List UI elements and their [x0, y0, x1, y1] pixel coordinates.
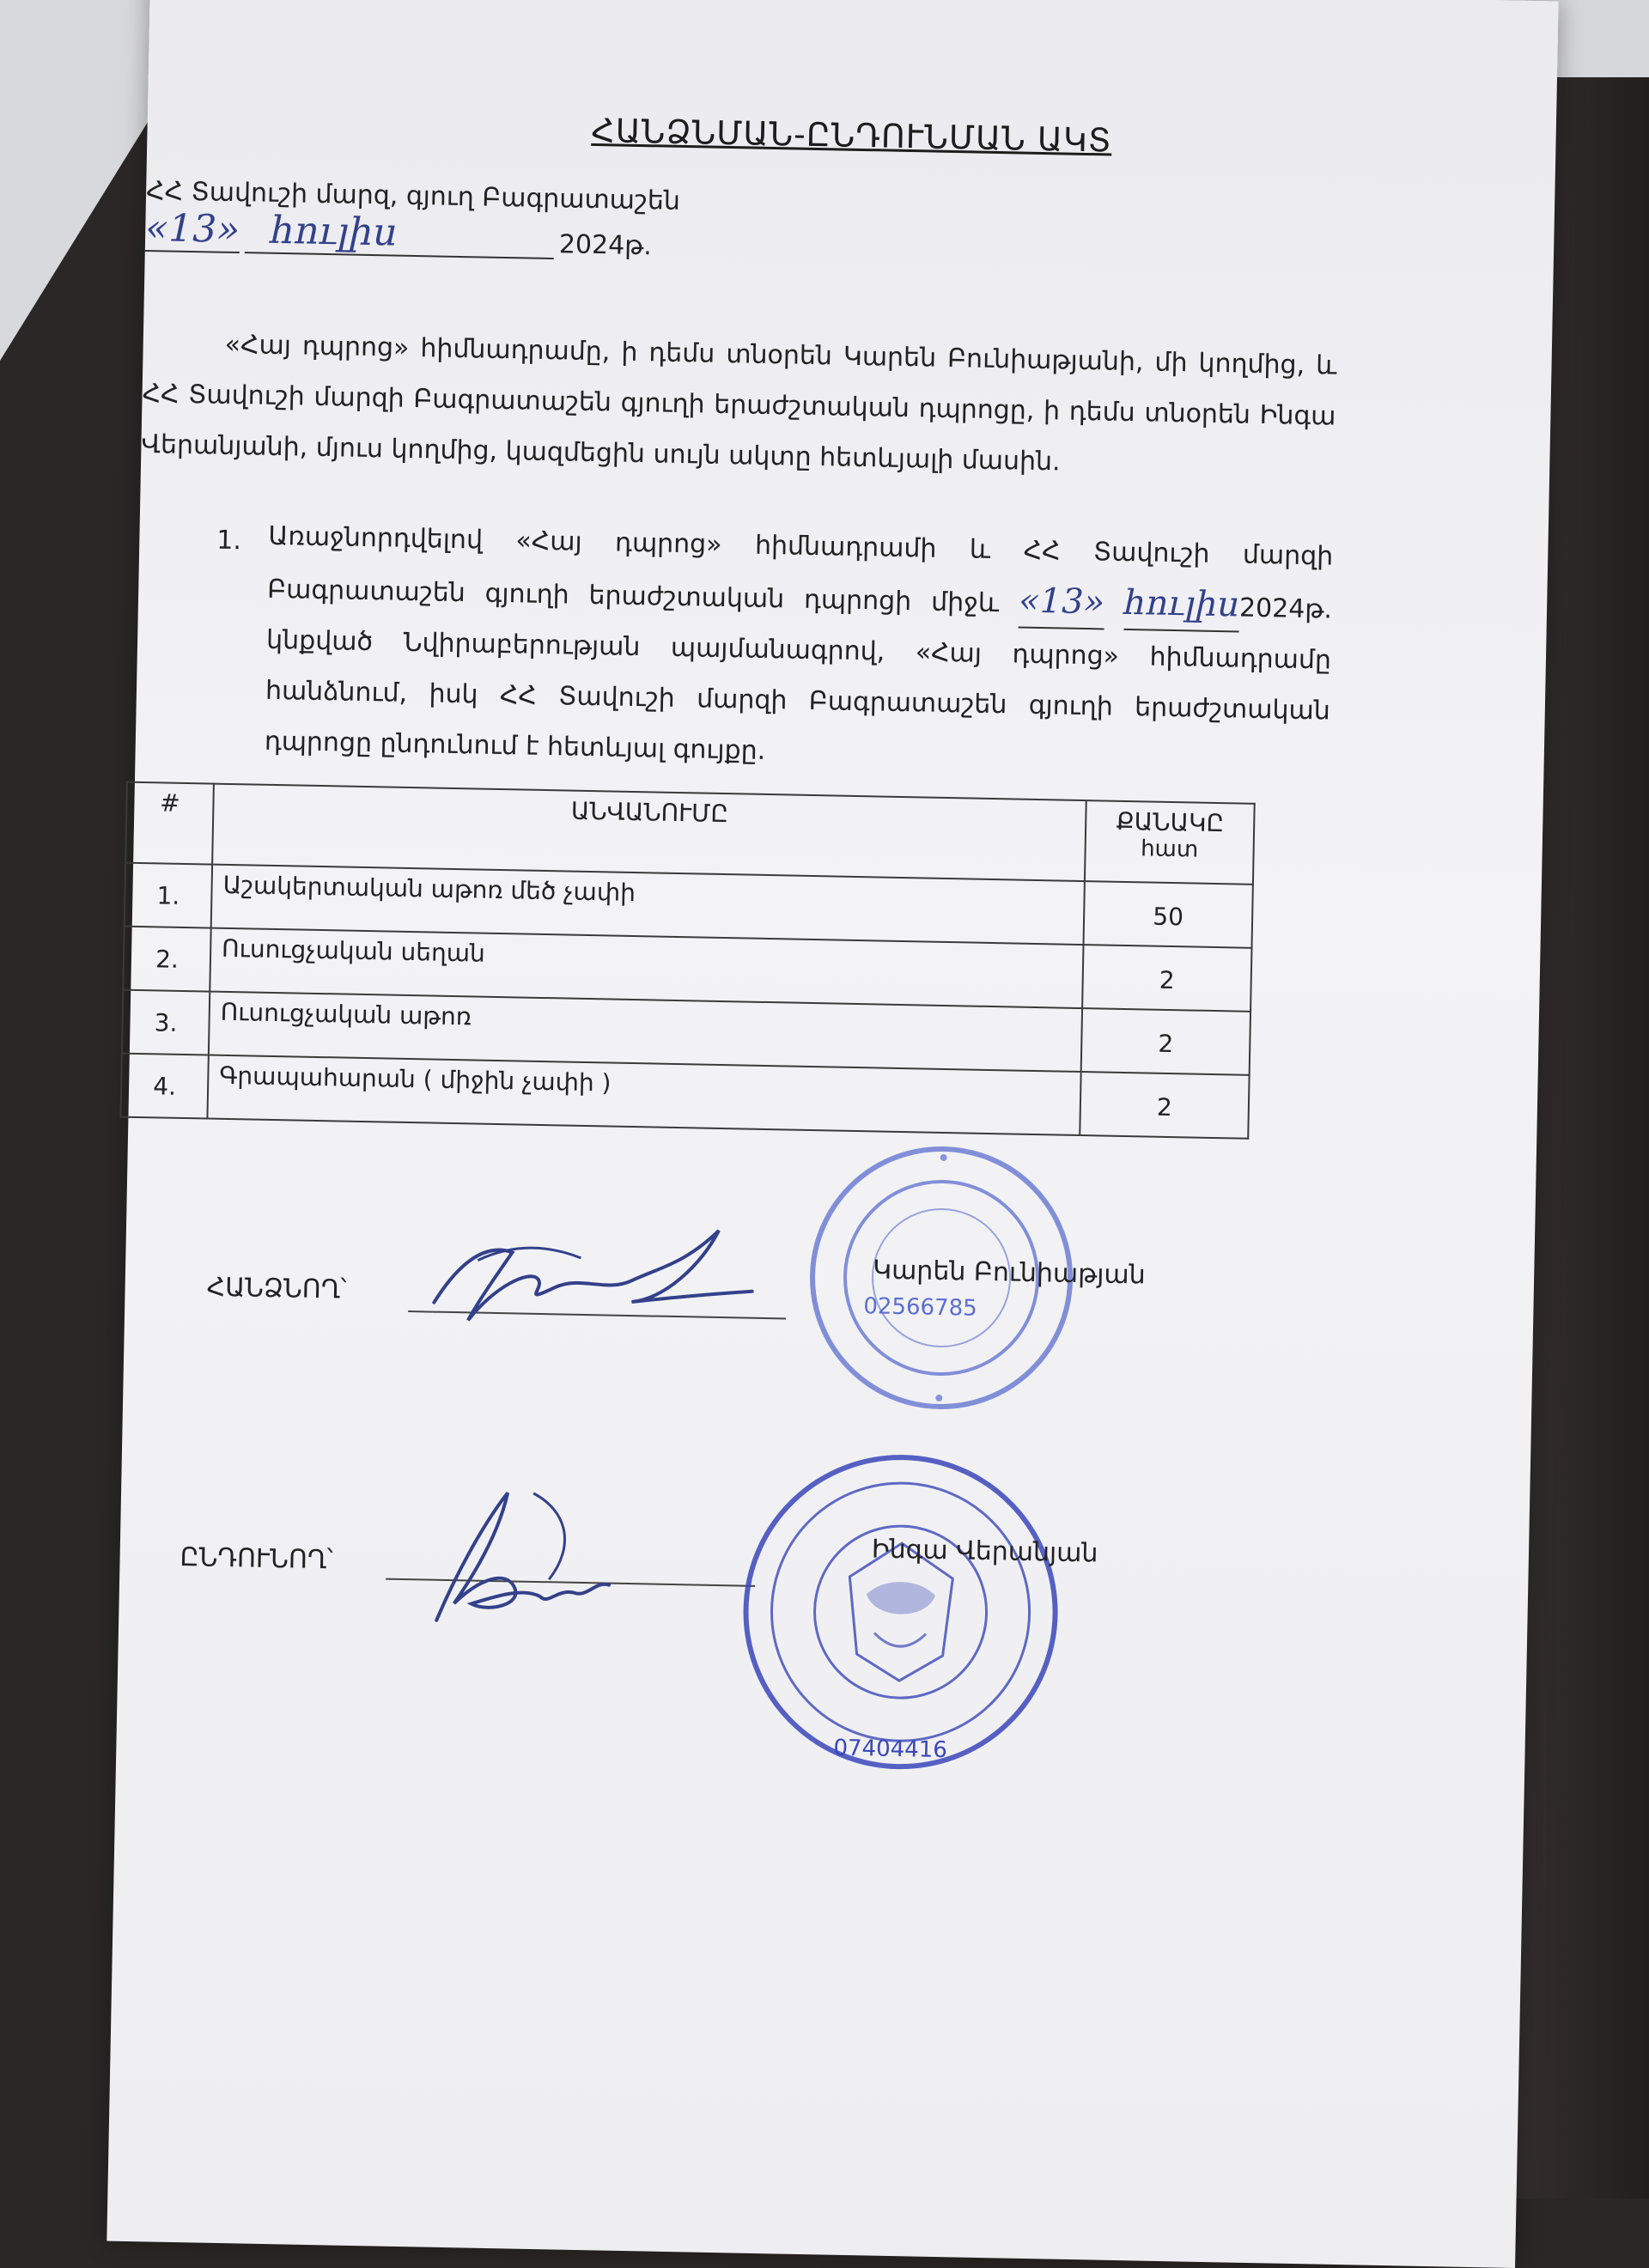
header-name: ԱՆՎԱՆՈՒՄԸ — [212, 784, 1086, 881]
receiver-stamp-id: 07404416 — [833, 1735, 948, 1764]
document-title: ՀԱՆՁՆՄԱՆ-ԸՆԴՈՒՆՄԱՆ ԱԿՏ — [591, 111, 1113, 160]
row-name: Գրապահարան ( միջին չափի ) — [207, 1055, 1080, 1135]
receiver-name: Ինգա Վերանյան — [871, 1534, 1098, 1569]
clause-date-month: հուլիս — [1123, 578, 1239, 633]
receiver-stamp — [734, 1446, 1067, 1779]
intro-paragraph: «Հայ դպրոց» հիմնադրամը, ի դեմս տնօրեն Կարեն Բունիաթյանի, մի կողմից, և ՀՀ Տավուշի մարզի Բագրատաշեն գյուղի երաժշտական դպրոցը, ի դեմս տնօրեն Ինգա Վերանյանի, մյուս կողմից, կազմեցին սույն ակտը հետևյալի մասին. — [141, 329, 1337, 477]
giver-name: Կարեն Բունիաթյան — [872, 1255, 1147, 1291]
row-qty-value: 2 — [1159, 965, 1175, 995]
row-qty — [1081, 1008, 1250, 1075]
row-name: Ուսուցչական աթոռ — [209, 992, 1082, 1072]
row-num: 3. — [122, 990, 210, 1055]
row-num: 4. — [120, 1054, 208, 1119]
row-num: 2. — [123, 927, 210, 992]
giver-signature — [408, 1207, 771, 1343]
clause-text-part2: կնքված Նվիրաբերության պայմանագրով, «Հայ դպրոց» հիմնադրամը հանձնում, իսկ ՀՀ Տավուշի մարզի Բագրատաշեն գյուղի երաժշտական դպրոցը ընդունում է հետևյալ գույքը. — [264, 624, 1332, 766]
giver-stamp-id: 02566785 — [863, 1293, 977, 1322]
receiver-signature — [402, 1474, 629, 1650]
row-qty-value: 2 — [1158, 1029, 1174, 1059]
header-qty — [1085, 800, 1255, 885]
items-table — [119, 781, 1255, 1140]
row-qty — [1084, 881, 1253, 948]
row-name: Ուսուցչական սեղան — [210, 928, 1083, 1008]
header-num: # — [125, 782, 214, 865]
date-day: «13» — [144, 205, 240, 252]
clause-date-day: «13» — [1019, 576, 1105, 630]
date-month: հուլիս — [245, 208, 555, 259]
location-line: ՀՀ Տավուշի մարզ, գյուղ Բագրատաշեն — [145, 175, 681, 216]
row-qty — [1080, 1072, 1249, 1139]
clause-text — [264, 511, 1333, 787]
clause-date-year: 2024թ. — [1238, 593, 1333, 625]
document-sheet — [106, 0, 1558, 2268]
row-qty — [1082, 945, 1251, 1012]
date-year: 2024թ. — [558, 229, 653, 262]
row-qty-value: 2 — [1156, 1092, 1173, 1122]
giver-label: ՀԱՆՁՆՈՂ՝ — [206, 1272, 347, 1305]
row-num: 1. — [125, 863, 212, 928]
header-qty-label: ՔԱՆԱԿԸ — [1116, 806, 1225, 838]
receiver-label: ԸՆԴՈՒՆՈՂ՝ — [180, 1542, 334, 1576]
clause-text-part1: Առաջնորդվելով «Հայ դպրոց» հիմնադրամի և ՀՀ Տավուշի մարզի Բագրատաշեն գյուղի երաժշտական դպրոցի միջև — [266, 520, 1334, 619]
row-qty-value: 50 — [1153, 902, 1184, 932]
clause-number: 1. — [216, 525, 242, 556]
document-date — [145, 206, 653, 261]
header-qty-unit: հատ — [1140, 836, 1199, 863]
row-name: Աշակերտական աթոռ մեծ չափի — [211, 865, 1085, 945]
